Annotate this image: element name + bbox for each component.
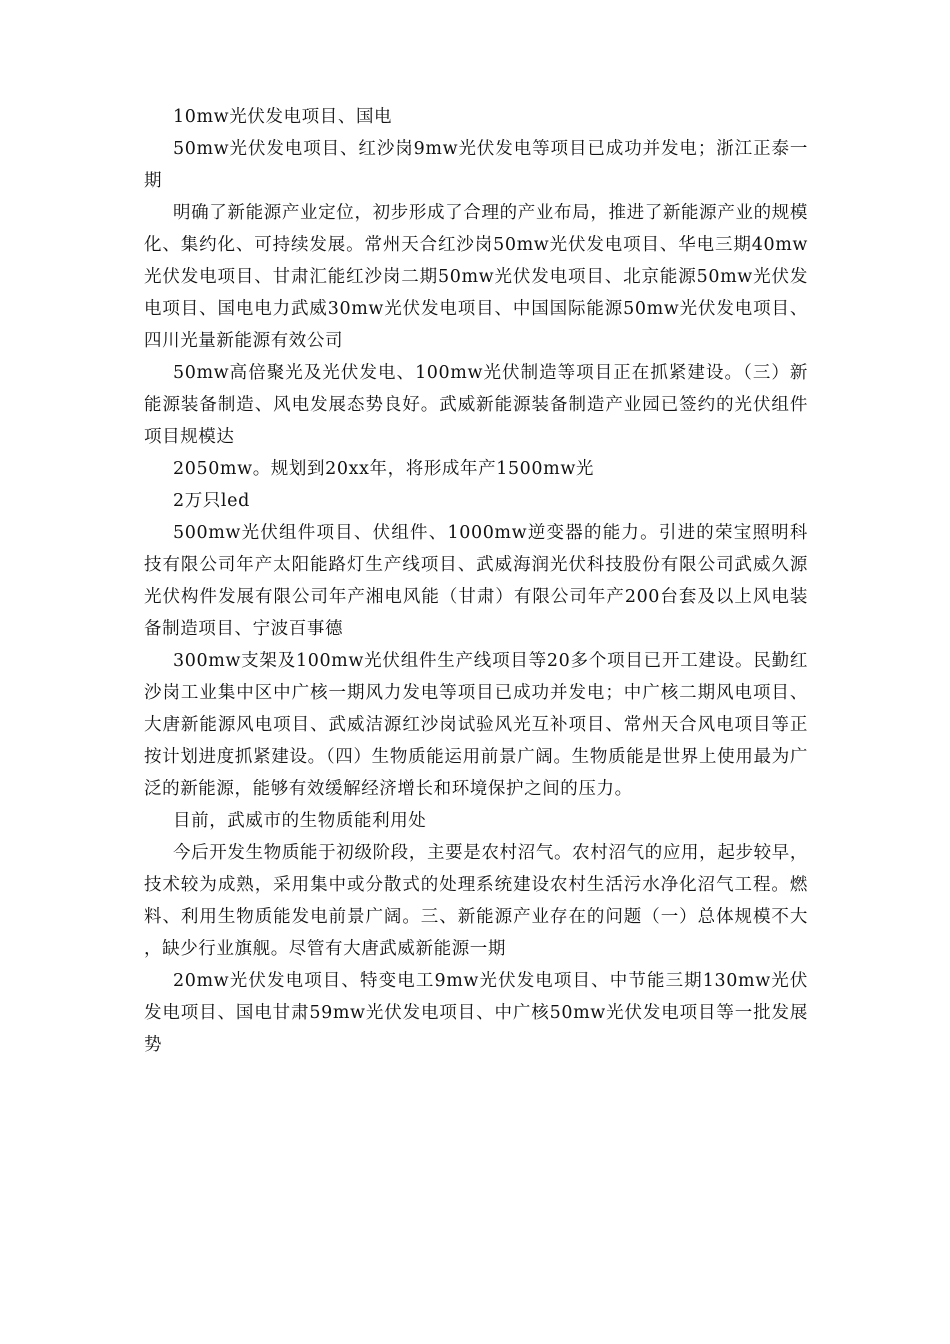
paragraph-7: 500mw光伏组件项目、伏组件、1000mw逆变器的能力。引进的荣宝照明科技有限公司年产太阳能路灯生产线项目、武威海润光伏科技股份有限公司武威久源光伏构件发展有限公司年产湘电风能（甘肃）有限公司年产200台套及以上风电装备制造项目、宁波百事德 bbox=[144, 523, 808, 639]
paragraph-6: 2万只led bbox=[173, 491, 250, 511]
paragraph-1: 10mw光伏发电项目、国电 bbox=[173, 107, 393, 127]
paragraph-10: 今后开发生物质能于初级阶段，主要是农村沼气。农村沼气的应用，起步较早，技术较为成熟，采用集中或分散式的处理系统建设农村生活污水净化沼气工程。燃料、利用生物质能发电前景广阔。三、新能源产业存在的问题（一）总体规模不大，缺少行业旗舰。尽管有大唐武威新能源一期 bbox=[144, 843, 808, 959]
paragraph-5: 2050mw。规划到20xx年，将形成年产1500mw光 bbox=[173, 459, 595, 479]
paragraph-9: 目前，武威市的生物质能利用处 bbox=[173, 811, 427, 831]
paragraph-8: 300mw支架及100mw光伏组件生产线项目等20多个项目已开工建设。民勤红沙岗工业集中区中广核一期风力发电等项目已成功并发电；中广核二期风电项目、大唐新能源风电项目、武威洁源红沙岗试验风光互补项目、常州天合风电项目等正按计划进度抓紧建设。（四）生物质能运用前景广阔。生物质能是世界上使用最为广泛的新能源，能够有效缓解经济增长和环境保护之间的压力。 bbox=[144, 651, 808, 799]
paragraph-4: 50mw高倍聚光及光伏发电、100mw光伏制造等项目正在抓紧建设。（三）新能源装备制造、风电发展态势良好。武威新能源装备制造产业园已签约的光伏组件项目规模达 bbox=[144, 363, 808, 447]
document-body bbox=[144, 101, 808, 1061]
paragraph-2: 50mw光伏发电项目、红沙岗9mw光伏发电等项目已成功并发电；浙江正泰一期 bbox=[144, 139, 808, 191]
paragraph-3: 明确了新能源产业定位，初步形成了合理的产业布局，推进了新能源产业的规模化、集约化、可持续发展。常州天合红沙岗50mw光伏发电项目、华电三期40mw光伏发电项目、甘肃汇能红沙岗二期50mw光伏发电项目、北京能源50mw光伏发电项目、国电电力武威30mw光伏发电项目、中国国际能源50mw光伏发电项目、四川光量新能源有效公司 bbox=[144, 203, 808, 351]
paragraph-11: 20mw光伏发电项目、特变电工9mw光伏发电项目、中节能三期130mw光伏发电项目、国电甘肃59mw光伏发电项目、中广核50mw光伏发电项目等一批发展势 bbox=[144, 971, 808, 1055]
